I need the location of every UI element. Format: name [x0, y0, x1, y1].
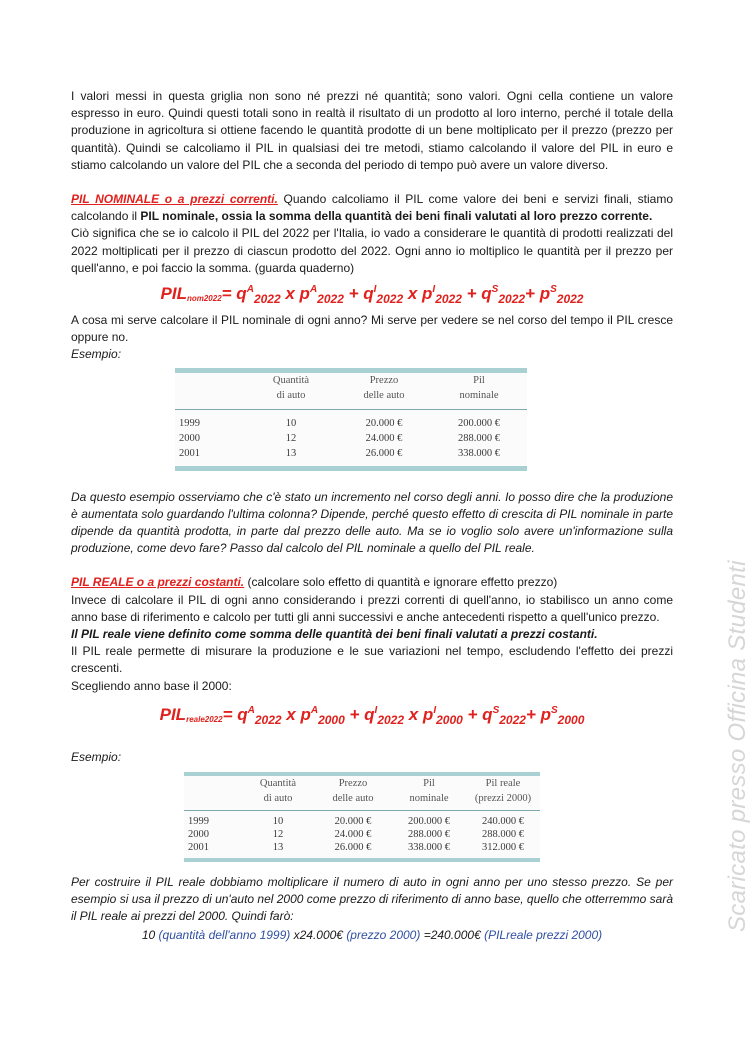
real-conclusion: Per costruire il PIL reale dobbiamo moltiplicare il numero di auto in ogni anno per uno stesso prezzo. Se per esempio si usa il prezzo di un'auto nel 2000 come prezzo di riferimento di anno base, quello che otterremmo sarà il PIL reale ai prezzi del 2000. Quindi farò: — [71, 875, 673, 924]
table-real: Quantità di auto Prezzo delle auto Pil nominale Pil reale (prezzi 2000) 1999 10 20.000 € 200.000 € 240.000 € 2000 12 24.000 € 288.000 € 288.000 € 2001 13 26.000 € 338.000 € 312.000 € — [184, 772, 540, 862]
example-label-1: Esempio: — [71, 347, 122, 362]
nominal-formula: $PIL_{nom2022}= q^A_{2022}$ x $p^A_{2022} + q^I_{2022}$ x $p^I_{2022} + q^S_{2022}+ p^S_{2022}$ — [160, 284, 584, 307]
intro-paragraph: I valori messi in questa griglia non sono né prezzi né quantità; sono valori. Ogni cella contiene un valore espresso in euro. Quindi questi totali sono in realtà il risultato di un prodotto al loro interno, perché il totale della produzione in agricoltura si ottiene facendo le quantità prodotte di un bene moltiplicato per il prezzo (prezzo per quantità). Quindi se calcoliamo il PIL in qualsiasi dei tre metodi, stiamo calcolando il valore del PIL in euro e stiamo calcolando un valore del PIL che a seconda del periodo di tempo può avere un valore diverso. — [71, 89, 673, 172]
table-row: 2000 12 24.000 € 288.000 € 288.000 € — [188, 829, 524, 841]
table-nominal: Quantità di auto Prezzo delle auto Pil nominale 1999 10 20.000 € 200.000 € 2000 12 24.000 € 288.000 € 2001 13 26.000 € 338.000 € — [175, 368, 527, 471]
table-row: 2000 12 24.000 € 288.000 € — [179, 432, 500, 444]
nominal-heading: PIL NOMINALE o a prezzi correnti. — [71, 192, 278, 207]
real-calculation: 10 (quantità dell'anno 1999) x24.000€ (prezzo 2000) =240.000€ (PILreale prezzi 2000) — [141, 927, 603, 942]
document-page — [71, 88, 673, 944]
real-measure: Il PIL reale permette di misurare la produzione e le sue variazioni nel tempo, escludendo l'effetto dei prezzi crescenti. — [71, 644, 673, 676]
nominal-conclusion: Da questo esempio osserviamo che c'è stato un incremento nel corso degli anni. Io posso dire che la produzione è aumentata solo guardando l'ultima colonna? Dipende, perché questo effetto di crescita di PIL nominale in parte dipende da quantità prodotta, in parte dal prezzo delle auto. Ma se io voglio solo avere un'informazione sulla produzione, come devo fare? Passo dal calcolo del PIL nominale a quello del PIL reale. — [71, 489, 673, 556]
nominal-explanation: Ciò significa che se io calcolo il PIL del 2022 per l'Italia, io vado a considerare le quantità di prodotti realizzati del 2022 moltiplicati per il prezzo di ciascun prodotto del 2022. Ogni anno io moltiplico le quantità per il prezzo per quell'anno, e poi faccio la somma. (guarda quaderno) — [71, 226, 673, 275]
example-label-2: Esempio: — [71, 749, 122, 764]
real-base-year: Scegliendo anno base il 2000: — [71, 678, 232, 693]
table-row: 1999 10 20.000 € 200.000 € — [179, 417, 500, 429]
real-formula: $PIL_{reale2022}= q^A_{2022}$ x $p^A_{2000} + q^I_{2022}$ x $p^I_{2000} + q^S_{2022}+ p^S_{2000}$ — [159, 704, 585, 727]
real-heading: PIL REALE o a prezzi costanti. — [71, 575, 245, 590]
real-explanation: Invece di calcolare il PIL di ogni anno considerando i prezzi correnti di quell'anno, io stabilisco un anno come anno base di riferimento e calcolo per tutti gli anni successivi e anche antecedenti rispetto a quell'unico prezzo. — [71, 592, 673, 624]
table-row: 2001 13 26.000 € 338.000 € 312.000 € — [188, 842, 524, 854]
nominal-definition: PIL nominale, ossia la somma della quantità dei beni finali valutati al loro prezzo corrente. — [140, 209, 653, 224]
nominal-question: A cosa mi serve calcolare il PIL nominale di ogni anno? Mi serve per vedere se nel corso del tempo il PIL cresce oppure no. — [71, 313, 673, 345]
nominal-paragraph: PIL NOMINALE o a prezzi correnti. Quando calcoliamo il PIL come valore dei beni e servizi finali, stiamo calcolando il PIL nominale, ossia la somma della quantità dei beni finali valutati al loro prezzo corrente. — [71, 192, 674, 224]
real-heading-line: PIL REALE o a prezzi costanti. (calcolare solo effetto di quantità e ignorare effetto prezzo) — [71, 575, 558, 590]
table-row: 1999 10 20.000 € 200.000 € 240.000 € — [188, 816, 524, 828]
watermark: Scaricato presso Officina Studenti — [724, 560, 751, 932]
table-row: 2001 13 26.000 € 338.000 € — [179, 447, 500, 459]
real-definition: Il PIL reale viene definito come somma delle quantità dei beni finali valutati a prezzi costanti. — [71, 627, 598, 642]
